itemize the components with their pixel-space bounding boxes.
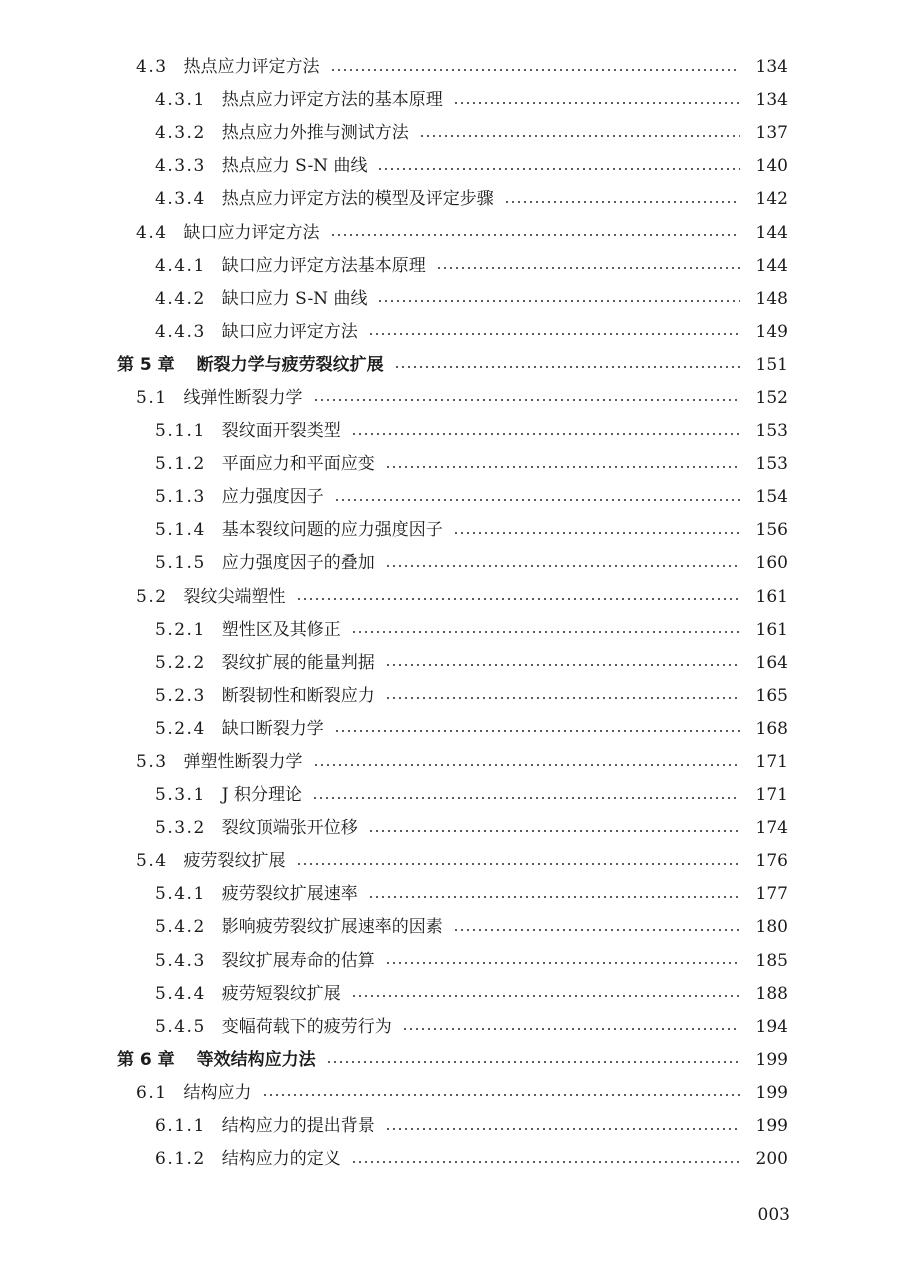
toc-entry-subsection[interactable]	[0, 911, 900, 944]
toc-entry-subsection[interactable]	[0, 481, 900, 514]
toc-entry-number: 5.1.3	[155, 487, 206, 508]
dot-leader	[330, 69, 740, 71]
toc-entry-section[interactable]	[0, 746, 900, 779]
toc-entry-number: 5.1	[136, 387, 168, 408]
toc-entry-number: 5.1.1	[155, 421, 206, 442]
dot-leader	[385, 565, 740, 567]
toc-entry-number: 4.3.3	[155, 156, 206, 177]
toc-entry-subsection[interactable]	[0, 1143, 900, 1176]
toc-entry-title: 影响疲劳裂纹扩展速率的因素	[221, 917, 443, 938]
toc-entry-page: 171	[755, 785, 788, 806]
toc-entry-title: 缺口断裂力学	[221, 718, 324, 739]
toc-entry-subsection[interactable]	[0, 812, 900, 845]
toc-entry-page: 153	[755, 454, 788, 475]
dot-leader	[385, 962, 740, 964]
toc-entry-subsection[interactable]	[0, 680, 900, 713]
dot-leader	[385, 466, 740, 468]
toc-entry-section[interactable]	[0, 382, 900, 415]
toc-entry-number: 5.1.4	[155, 520, 206, 541]
toc-entry-subsection[interactable]	[0, 316, 900, 349]
toc-entry-page: 188	[755, 983, 788, 1004]
toc-entry-subsection[interactable]	[0, 647, 900, 680]
toc-entry-number: 6.1	[136, 1082, 168, 1103]
toc-entry-title: 变幅荷载下的疲劳行为	[221, 1016, 392, 1037]
toc-entry-page: 165	[755, 685, 788, 706]
toc-entry-number: 4.4.2	[155, 288, 206, 309]
toc-entry-subsection[interactable]	[0, 1011, 900, 1044]
toc-entry-page: 199	[755, 1116, 788, 1137]
dot-leader	[402, 1028, 740, 1030]
toc-entry-title: 热点应力评定方法的模型及评定步骤	[221, 189, 494, 210]
toc-entry-title: 热点应力外推与测试方法	[221, 123, 409, 144]
toc-entry-page: 199	[755, 1082, 788, 1103]
dot-leader	[368, 830, 740, 832]
toc-entry-subsection[interactable]	[0, 117, 900, 150]
toc-entry-section[interactable]	[0, 581, 900, 614]
toc-entry-page: 164	[755, 652, 788, 673]
toc-entry-page: 176	[755, 851, 788, 872]
dot-leader	[368, 896, 740, 898]
dot-leader	[385, 697, 740, 699]
toc-entry-subsection[interactable]	[0, 283, 900, 316]
toc-entry-page: 160	[755, 553, 788, 574]
toc-entry-subsection[interactable]	[0, 514, 900, 547]
toc-entry-title: 疲劳裂纹扩展	[183, 851, 286, 872]
toc-entry-number: 5.1.5	[155, 553, 206, 574]
dot-leader	[326, 1061, 740, 1063]
toc-entry-number: 5.4.5	[155, 1016, 206, 1037]
toc-entry-page: 140	[755, 156, 788, 177]
toc-entry-page: 154	[755, 487, 788, 508]
dot-leader	[351, 433, 740, 435]
toc-entry-subsection[interactable]	[0, 713, 900, 746]
toc-entry-section[interactable]	[0, 216, 900, 249]
toc-entry-page: 142	[755, 189, 788, 210]
toc-entry-number: 4.3.4	[155, 189, 206, 210]
toc-entry-number: 5.2	[136, 586, 168, 607]
toc-entry-title: 热点应力评定方法的基本原理	[221, 90, 443, 111]
dot-leader	[313, 399, 740, 401]
toc-entry-number: 5.4.1	[155, 884, 206, 905]
toc-entry-number: 4.3	[136, 57, 168, 78]
toc-entry-title: 应力强度因子	[221, 487, 324, 508]
toc-entry-title: 结构应力的定义	[221, 1149, 341, 1170]
toc-entry-number: 5.4	[136, 851, 168, 872]
dot-leader	[453, 102, 740, 104]
toc-entry-title: 热点应力 S-N 曲线	[221, 156, 368, 177]
toc-entry-subsection[interactable]	[0, 84, 900, 117]
toc-entry-page: 149	[755, 321, 788, 342]
dot-leader	[377, 300, 740, 302]
dot-leader	[351, 631, 740, 633]
toc-entry-title: 裂纹面开裂类型	[221, 421, 341, 442]
toc-entry-title: 裂纹扩展寿命的估算	[221, 950, 375, 971]
toc-entry-subsection[interactable]	[0, 1110, 900, 1143]
toc-entry-page: 194	[755, 1016, 788, 1037]
page-number: 003	[757, 1205, 790, 1225]
toc-entry-subsection[interactable]	[0, 547, 900, 580]
toc-entry-number: 5.2.4	[155, 718, 206, 739]
toc-entry-page: 199	[755, 1049, 788, 1070]
toc-entry-subsection[interactable]	[0, 978, 900, 1011]
dot-leader	[394, 366, 740, 368]
toc-entry-page: 174	[755, 818, 788, 839]
toc-entry-page: 137	[755, 123, 788, 144]
dot-leader	[296, 863, 740, 865]
toc-entry-title: 应力强度因子的叠加	[221, 553, 375, 574]
toc-entry-number: 5.4.2	[155, 917, 206, 938]
toc-entry-subsection[interactable]	[0, 945, 900, 978]
dot-leader	[385, 664, 740, 666]
dot-leader	[504, 201, 740, 203]
toc-entry-title: 弹塑性断裂力学	[183, 752, 303, 773]
toc-entry-number: 4.4.3	[155, 321, 206, 342]
toc-entry-title: 缺口应力 S-N 曲线	[221, 288, 368, 309]
dot-leader	[296, 598, 740, 600]
toc-entry-chapter[interactable]	[0, 1044, 900, 1077]
dot-leader	[351, 1161, 740, 1163]
toc-entry-number: 4.4	[136, 222, 168, 243]
toc-entry-title: 疲劳短裂纹扩展	[221, 983, 341, 1004]
toc-entry-chapter[interactable]	[0, 349, 900, 382]
toc-entry-page: 168	[755, 718, 788, 739]
toc-entry-subsection[interactable]	[0, 183, 900, 216]
toc-entry-page: 153	[755, 421, 788, 442]
dot-leader	[368, 333, 740, 335]
toc-entry-number: 5.1.2	[155, 454, 206, 475]
toc-entry-page: 151	[755, 354, 788, 375]
dot-leader	[453, 929, 740, 931]
toc-entry-title: 基本裂纹问题的应力强度因子	[221, 520, 443, 541]
toc-entry-number: 第 6 章	[117, 1049, 175, 1070]
toc-entry-title: 热点应力评定方法	[183, 57, 320, 78]
toc-entry-number: 5.4.4	[155, 983, 206, 1004]
toc-entry-number: 5.2.2	[155, 652, 206, 673]
toc-entry-title: 缺口应力评定方法	[183, 222, 320, 243]
toc-entry-subsection[interactable]	[0, 415, 900, 448]
toc-entry-title: 塑性区及其修正	[221, 619, 341, 640]
dot-leader	[351, 995, 740, 997]
toc-entry-title: 断裂力学与疲劳裂纹扩展	[196, 354, 384, 375]
toc-entry-page: 144	[755, 255, 788, 276]
toc-entry-section[interactable]	[0, 1077, 900, 1110]
toc-entry-title: 平面应力和平面应变	[221, 454, 375, 475]
dot-leader	[436, 267, 740, 269]
toc-entry-title: J 积分理论	[221, 785, 302, 806]
toc-entry-title: 裂纹扩展的能量判据	[221, 652, 375, 673]
toc-entry-title: 断裂韧性和断裂应力	[221, 685, 375, 706]
toc-entry-number: 5.3	[136, 752, 168, 773]
toc-entry-section[interactable]	[0, 51, 900, 84]
toc-entry-subsection[interactable]	[0, 614, 900, 647]
toc-entry-section[interactable]	[0, 845, 900, 878]
toc-entry-title: 裂纹尖端塑性	[183, 586, 286, 607]
toc-entry-subsection[interactable]	[0, 150, 900, 183]
toc-entry-page: 144	[755, 222, 788, 243]
dot-leader	[262, 1094, 740, 1096]
toc-entry-page: 161	[755, 619, 788, 640]
toc-entry-page: 156	[755, 520, 788, 541]
dot-leader	[334, 499, 740, 501]
toc-entry-title: 等效结构应力法	[196, 1049, 316, 1070]
toc-entry-number: 4.3.1	[155, 90, 206, 111]
toc-entry-number: 4.3.2	[155, 123, 206, 144]
dot-leader	[385, 1128, 740, 1130]
toc-entry-page: 134	[755, 57, 788, 78]
toc-entry-number: 5.2.1	[155, 619, 206, 640]
table-of-contents	[0, 51, 900, 1176]
toc-entry-page: 171	[755, 752, 788, 773]
dot-leader	[419, 135, 740, 137]
toc-entry-number: 6.1.2	[155, 1149, 206, 1170]
dot-leader	[330, 234, 740, 236]
toc-entry-subsection[interactable]	[0, 250, 900, 283]
toc-entry-title: 疲劳裂纹扩展速率	[221, 884, 358, 905]
toc-entry-number: 6.1.1	[155, 1116, 206, 1137]
toc-entry-page: 185	[755, 950, 788, 971]
dot-leader	[453, 532, 740, 534]
toc-entry-number: 5.2.3	[155, 685, 206, 706]
toc-entry-subsection[interactable]	[0, 448, 900, 481]
toc-entry-title: 裂纹顶端张开位移	[221, 818, 358, 839]
toc-entry-page: 148	[755, 288, 788, 309]
dot-leader	[313, 764, 740, 766]
toc-entry-subsection[interactable]	[0, 878, 900, 911]
dot-leader	[377, 168, 740, 170]
toc-entry-page: 161	[755, 586, 788, 607]
toc-entry-page: 180	[755, 917, 788, 938]
toc-entry-number: 5.3.1	[155, 785, 206, 806]
toc-entry-page: 134	[755, 90, 788, 111]
dot-leader	[334, 730, 740, 732]
toc-entry-title: 缺口应力评定方法	[221, 321, 358, 342]
toc-entry-number: 5.4.3	[155, 950, 206, 971]
toc-entry-title: 缺口应力评定方法基本原理	[221, 255, 426, 276]
toc-entry-title: 结构应力的提出背景	[221, 1116, 375, 1137]
toc-entry-number: 5.3.2	[155, 818, 206, 839]
toc-entry-subsection[interactable]	[0, 779, 900, 812]
toc-entry-title: 结构应力	[183, 1082, 252, 1103]
toc-entry-number: 第 5 章	[117, 354, 175, 375]
toc-entry-page: 177	[755, 884, 788, 905]
toc-entry-title: 线弹性断裂力学	[183, 387, 303, 408]
toc-entry-page: 200	[755, 1149, 788, 1170]
toc-entry-page: 152	[755, 387, 788, 408]
toc-entry-number: 4.4.1	[155, 255, 206, 276]
dot-leader	[312, 797, 740, 799]
